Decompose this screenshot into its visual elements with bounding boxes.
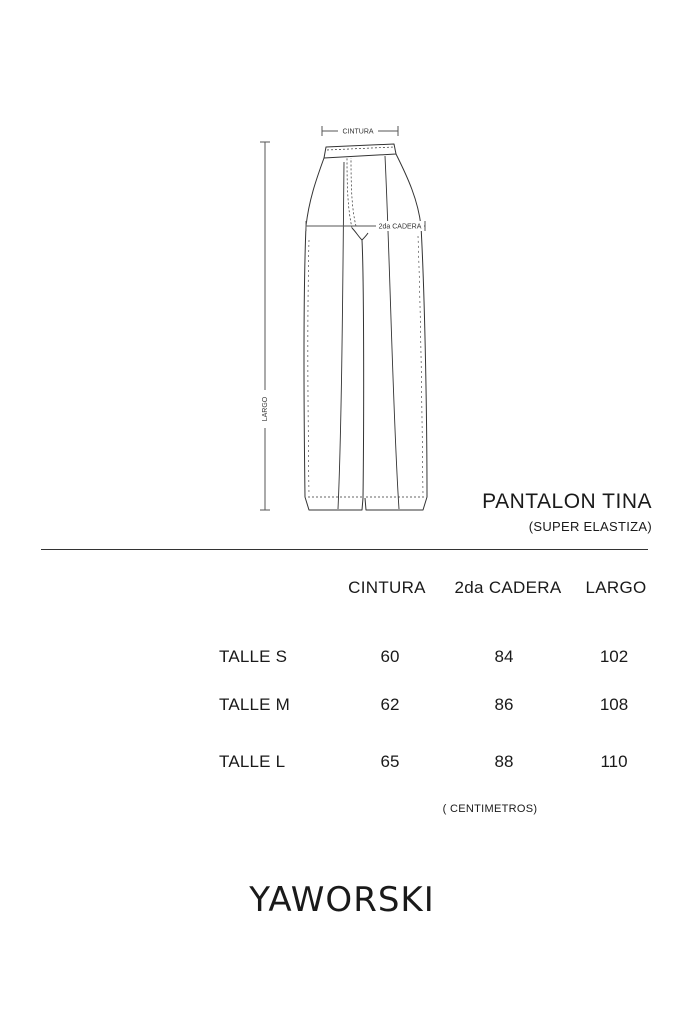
hip-label: 2da CADERA: [378, 223, 422, 231]
length-label: LARGO: [262, 396, 269, 422]
unit-note: ( CENTIMETROS): [442, 803, 538, 815]
cell-waist: 62: [380, 695, 400, 714]
cell-hip: 86: [494, 695, 514, 714]
cell-length: 110: [600, 752, 628, 771]
product-title: PANTALON TINA: [482, 490, 652, 513]
cell-hip: 84: [494, 647, 514, 666]
cell-length: 108: [599, 695, 629, 714]
divider: [41, 549, 648, 550]
col-header-waist: CINTURA: [348, 578, 426, 597]
cell-waist: 60: [380, 647, 400, 666]
row-label: TALLE S: [219, 647, 288, 666]
brand-logo: YAWORSKI: [249, 880, 435, 920]
col-header-hip: 2da CADERA: [454, 578, 562, 597]
product-subtitle: (SUPER ELASTIZA): [528, 519, 652, 534]
cell-waist: 65: [380, 752, 400, 771]
cell-hip: 88: [494, 752, 514, 771]
row-label: TALLE M: [219, 695, 290, 714]
cell-length: 102: [599, 647, 629, 666]
waist-label: CINTURA: [342, 128, 374, 136]
pants-outline: [304, 144, 427, 510]
col-header-length: LARGO: [585, 578, 647, 597]
row-label: TALLE L: [219, 752, 286, 771]
length-dimension: [260, 142, 270, 510]
